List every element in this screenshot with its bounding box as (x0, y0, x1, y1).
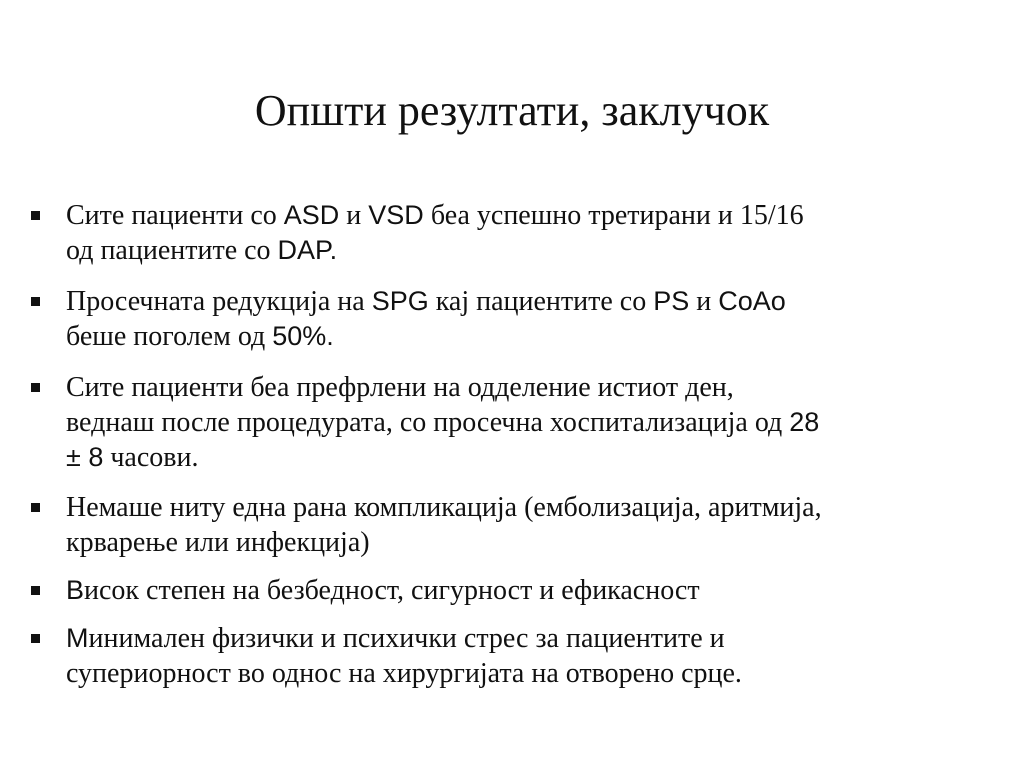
bullet-line (66, 319, 1001, 354)
bullet-square-icon (31, 586, 40, 595)
bullet-text-segment: беше поголем од (66, 321, 273, 352)
bullet-line (66, 370, 1001, 405)
bullet-square-icon (31, 211, 40, 220)
bullet-text-segment: Сите пациенти беа префрлени на одделение истиот ден, (66, 372, 734, 403)
bullet-text-segment: 28 (789, 407, 820, 437)
bullet-text-segment: Сите пациенти со (66, 200, 284, 231)
bullet-text-segment: CoAo (718, 286, 786, 316)
bullet-text-segment: Немаше ниту една рана компликација (емболизација, аритмија, (66, 492, 822, 523)
bullet-line (66, 440, 1001, 475)
bullet-line (66, 284, 1001, 319)
bullet-text-segment: инимален физички и психички стрес за пациентите и (88, 623, 725, 654)
bullet-text-segment: VSD (368, 200, 424, 230)
bullet-text-segment: супериорност во однос на хирургијата на отворено срце. (66, 658, 742, 689)
bullet-square-icon (31, 634, 40, 643)
bullet-text-segment: 50%. (272, 321, 334, 351)
bullet-text-segment: исок степен на безбедност, сигурност и ефикасност (84, 575, 700, 606)
bullet-line (66, 656, 1001, 691)
bullet-line (66, 490, 1001, 525)
bullet-text-segment: беа успешно третирани и 15/16 (423, 200, 804, 231)
slide-title: Општи резултати, заклучок (254, 86, 770, 135)
bullet-square-icon (31, 297, 40, 306)
bullet-text-segment: М (66, 623, 89, 653)
bullet-text-segment: веднаш после процедурата, со просечна хоспитализација од (66, 407, 790, 438)
bullet-text (66, 490, 1001, 560)
bullet-text (66, 370, 1001, 475)
bullet-text (66, 198, 1001, 268)
bullet-square-icon (31, 503, 40, 512)
bullet-text (66, 573, 1001, 608)
bullet-text-segment: В (66, 575, 85, 605)
bullet-text-segment: и (689, 286, 719, 317)
bullet-text (66, 621, 1001, 691)
bullet-text (66, 284, 1001, 354)
bullet-line (66, 233, 1001, 268)
bullet-text-segment: ASD (283, 200, 340, 230)
bullet-text-segment: од пациентите со (66, 235, 278, 266)
bullet-text-segment: крварење или инфекција) (66, 527, 370, 558)
bullet-text-segment: Просечната редукција на (66, 286, 372, 317)
bullet-square-icon (31, 383, 40, 392)
bullet-text-segment: и (339, 200, 369, 231)
bullet-text-segment: кај пациентите со (428, 286, 654, 317)
bullet-text-segment: ± 8 (66, 442, 104, 472)
bullet-text-segment: SPG (371, 286, 429, 316)
bullet-line (66, 198, 1001, 233)
bullet-text-segment: PS (653, 286, 690, 316)
bullet-line (66, 525, 1001, 560)
bullet-line (66, 405, 1001, 440)
bullet-line (66, 621, 1001, 656)
bullet-text-segment: часови. (103, 442, 199, 473)
bullet-line (66, 573, 1001, 608)
bullet-text-segment: DAP. (277, 235, 338, 265)
